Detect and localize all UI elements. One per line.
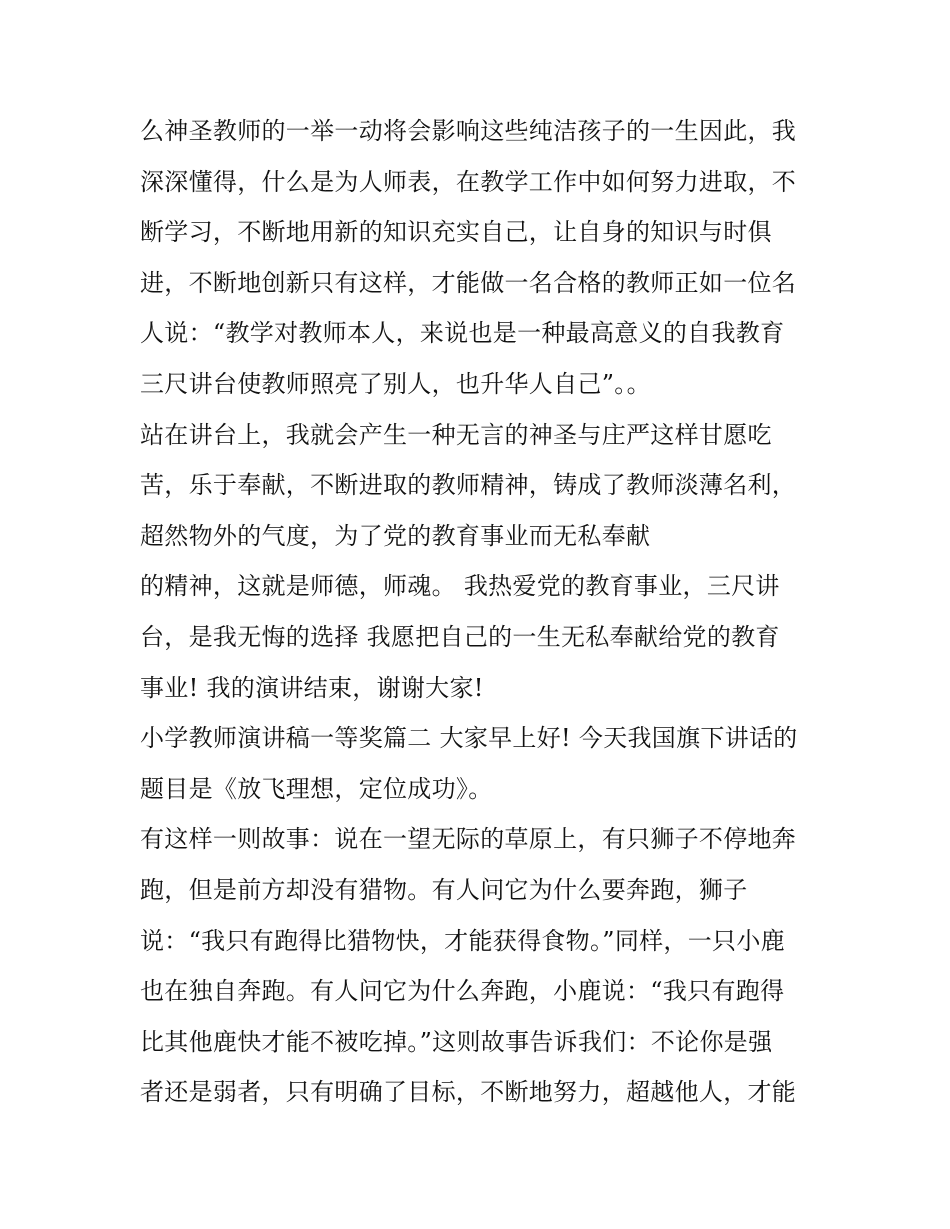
text-line: 也在独自奔跑。有人问它为什么奔跑，小鹿说：“我只有跑得 [140, 977, 785, 1006]
body-text [140, 106, 820, 1118]
text-line: 人说：“教学对教师本人，来说也是一种最高意义的自我教育 [140, 319, 785, 348]
text-line: 超然物外的气度，为了党的教育事业而无私奉献 [140, 521, 651, 550]
text-line: 事业! 我的演讲结束，谢谢大家! [140, 673, 484, 702]
text-line: 者还是弱者，只有明确了目标，不断地努力，超越他人，才能 [140, 1078, 797, 1107]
text-line: 有这样一则故事：说在一望无际的草原上，有只狮子不停地奔 [140, 825, 797, 854]
text-line: 么神圣教师的一举一动将会影响这些纯洁孩子的一生因此，我 [140, 117, 797, 145]
text-line: 进，不断地创新只有这样，才能做一名合格的教师正如一位名 [140, 268, 797, 297]
text-line: 比其他鹿快才能不被吃掉。”这则故事告诉我们：不论你是强 [140, 1027, 773, 1056]
text-line: 台，是我无悔的选择 我愿把自己的一生无私奉献给党的教育 [140, 622, 780, 651]
text-line: 的精神，这就是师德，师魂。 我热爱党的教育事业，三尺讲 [140, 572, 780, 601]
text-line: 小学教师演讲稿一等奖篇二 大家早上好! 今天我国旗下讲话的 [140, 724, 798, 753]
text-line: 跑，但是前方却没有猎物。有人问它为什么要奔跑，狮子 [140, 875, 748, 904]
text-line: 苦，乐于奉献，不断进取的教师精神，铸成了教师淡薄名利， [140, 471, 797, 500]
text-line: 说：“我只有跑得比猎物快，才能获得食物。”同样，一只小鹿 [140, 926, 785, 955]
text-line: 深深懂得，什么是为人师表，在教学工作中如何努力进取，不 [140, 167, 797, 196]
text-line: 站在讲台上，我就会产生一种无言的神圣与庄严这样甘愿吃 [140, 420, 772, 449]
text-line: 断学习，不断地用新的知识充实自己，让自身的知识与时俱 [140, 218, 772, 247]
text-line: 题目是《放飞理想，定位成功》。 [140, 774, 493, 803]
text-line: 三尺讲台使教师照亮了别人，也升华人自己”。。 [140, 369, 651, 398]
